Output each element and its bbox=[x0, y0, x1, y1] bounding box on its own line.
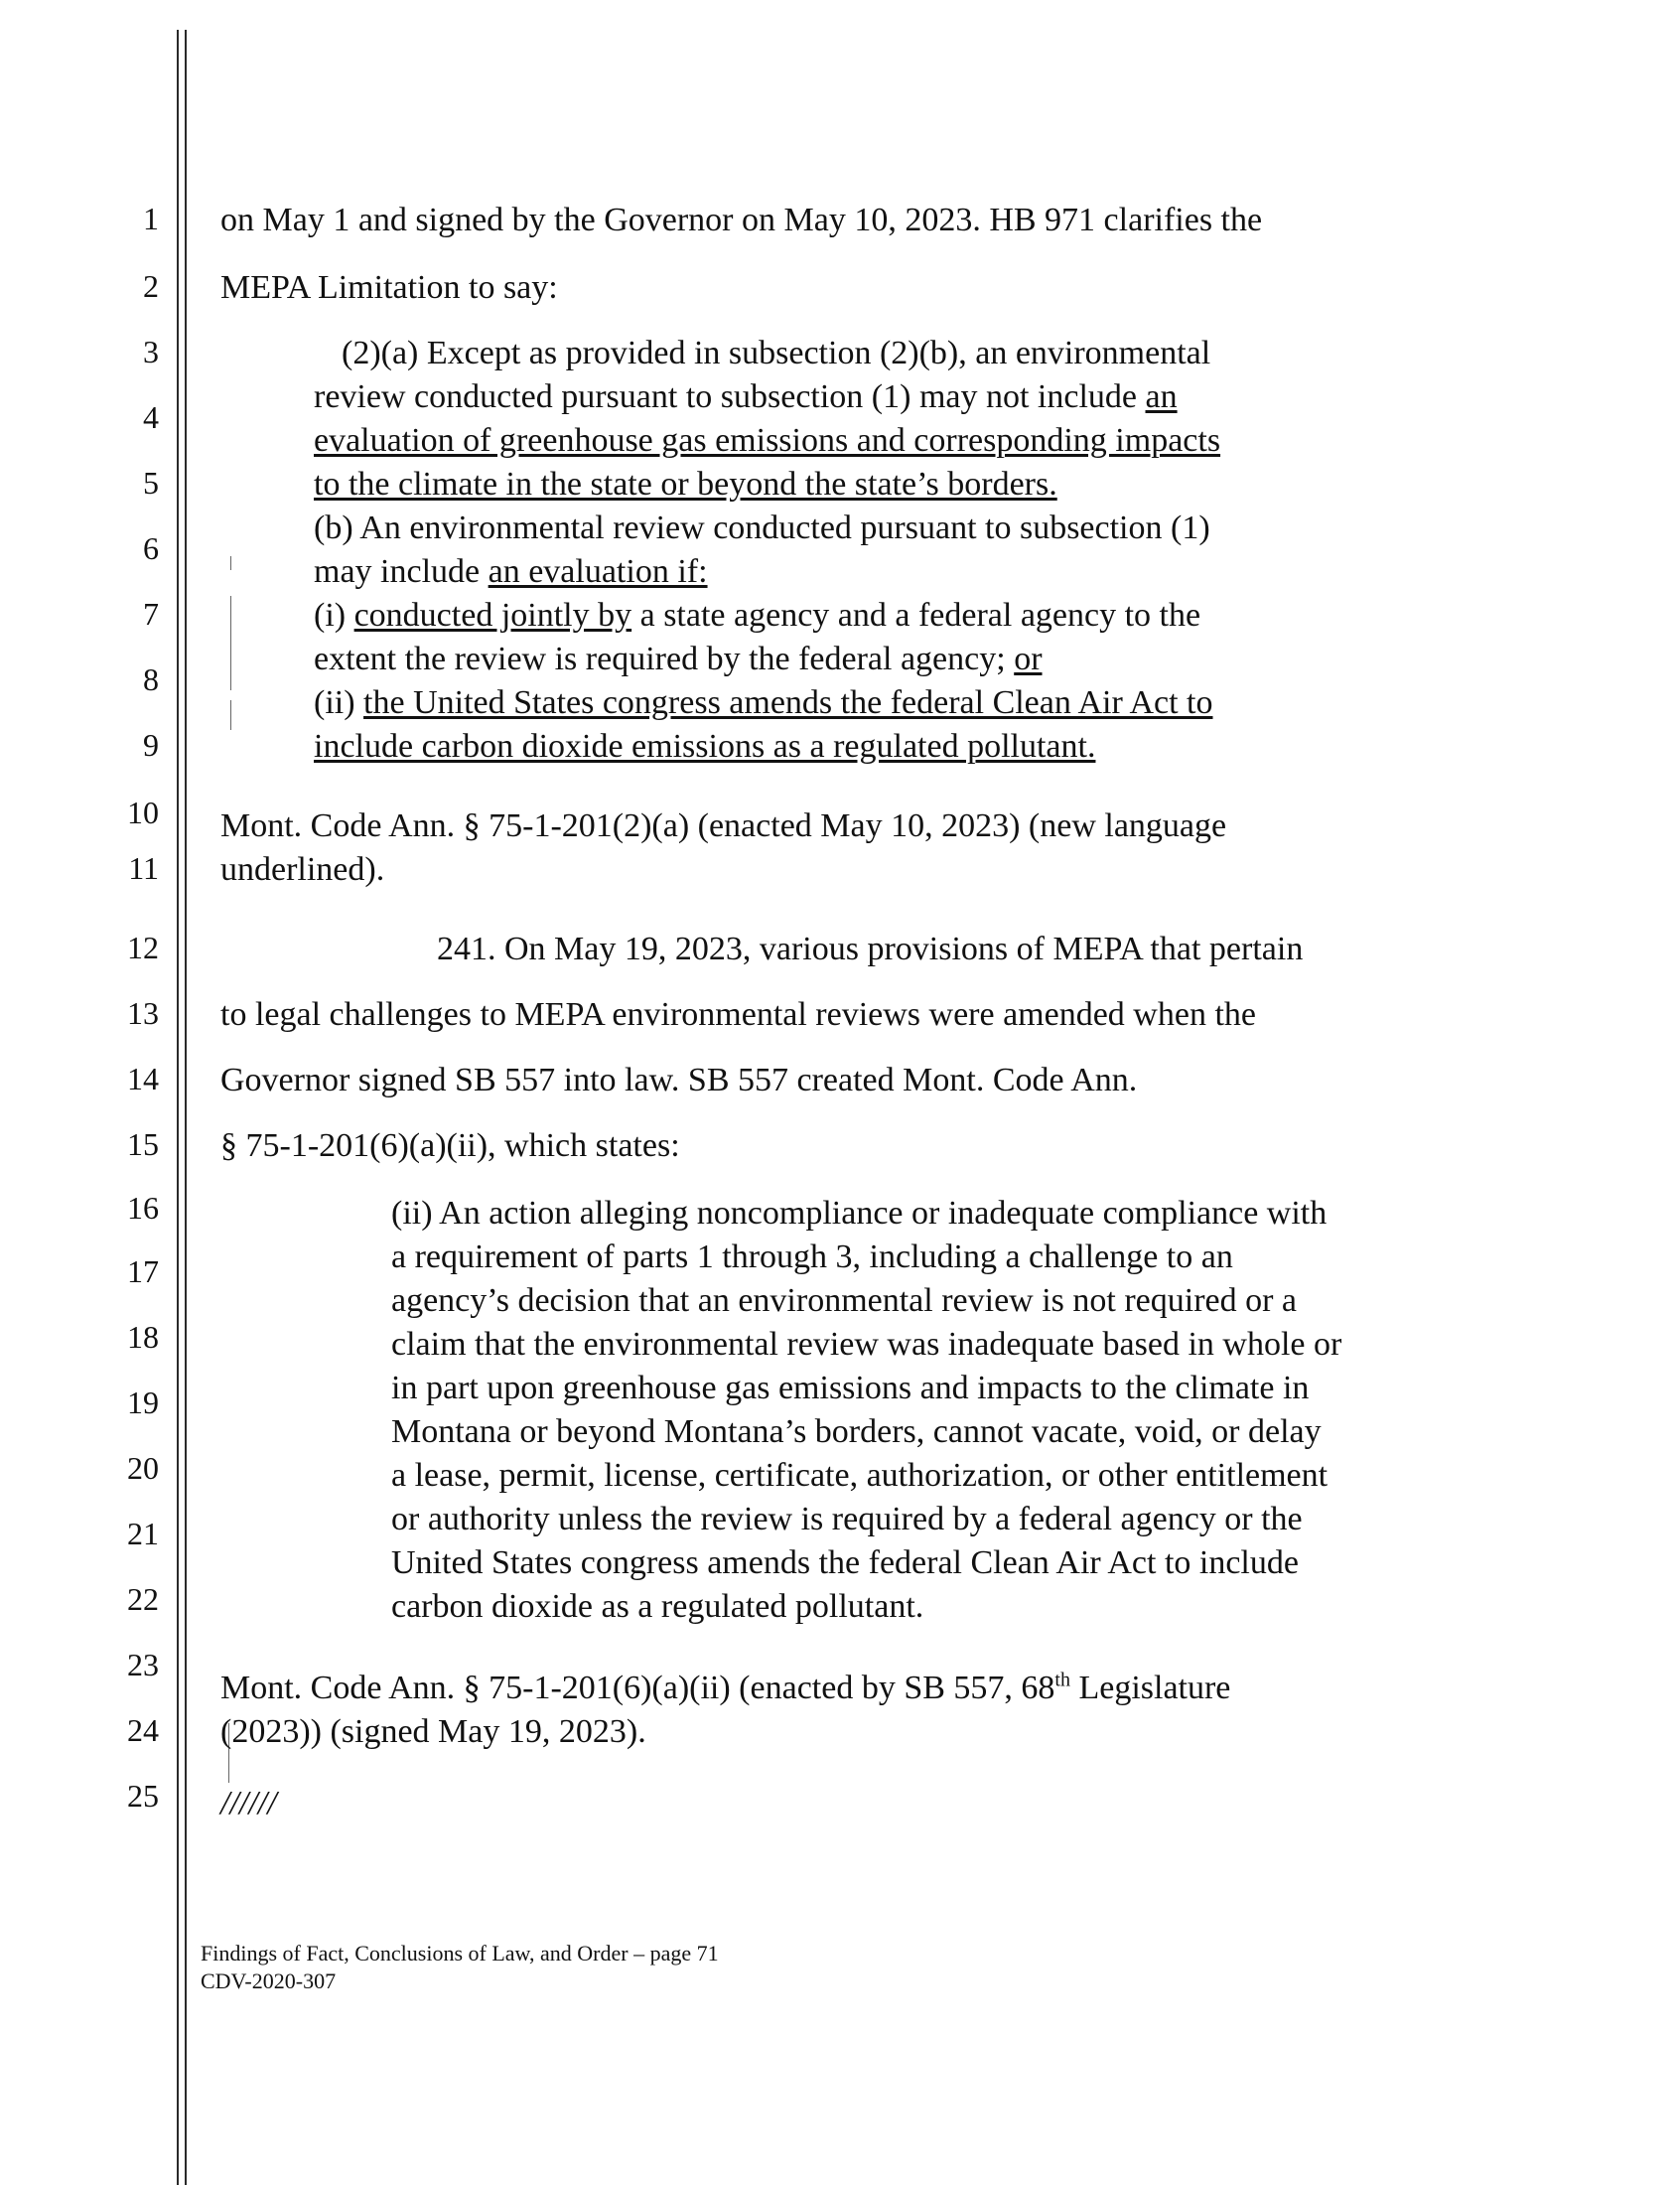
margin-mark bbox=[230, 556, 231, 570]
quote1-text: extent the review is required by the federal agency; bbox=[314, 641, 1015, 677]
citation-1-line-1: Mont. Code Ann. § 75-1-201(2)(a) (enacted May 10, 2023) (new language bbox=[220, 807, 1227, 844]
quote2-line: carbon dioxide as a regulated pollutant. bbox=[391, 1588, 924, 1625]
line-number: 11 bbox=[128, 850, 159, 886]
quote2-line: a requirement of parts 1 through 3, including a challenge to an bbox=[391, 1238, 1233, 1275]
line-number: 21 bbox=[127, 1516, 159, 1551]
left-margin-rule-2 bbox=[185, 30, 187, 2185]
quote1-text: may include bbox=[314, 553, 489, 590]
footer-case-number: CDV-2020-307 bbox=[201, 1968, 337, 1993]
line-number: 16 bbox=[127, 1190, 159, 1226]
line-number: 9 bbox=[143, 727, 159, 763]
quote1-line bbox=[314, 683, 1212, 723]
quote1-underlined: or bbox=[1014, 641, 1043, 677]
citation-2-text: Mont. Code Ann. § 75-1-201(6)(a)(ii) (enacted by SB 557, 68 bbox=[220, 1670, 1055, 1706]
line-number: 19 bbox=[127, 1384, 159, 1420]
line-number: 2 bbox=[143, 268, 159, 304]
quote2-line: Montana or beyond Montana’s borders, cannot vacate, void, or delay bbox=[391, 1413, 1322, 1450]
body-line-1: on May 1 and signed by the Governor on May 10, 2023. HB 971 clarifies the bbox=[220, 202, 1263, 238]
line-number: 15 bbox=[127, 1126, 159, 1162]
quote1-underlined: evaluation of greenhouse gas emissions and corresponding impacts bbox=[314, 422, 1221, 459]
quote1-line bbox=[314, 640, 1043, 679]
footer-title: Findings of Fact, Conclusions of Law, and Order – page 71 bbox=[201, 1941, 719, 1966]
line-number: 1 bbox=[143, 201, 159, 236]
line-number: 17 bbox=[127, 1253, 159, 1289]
citation-2-line-1 bbox=[220, 1669, 1230, 1708]
line-number: 6 bbox=[143, 530, 159, 566]
quote1-line bbox=[314, 465, 1057, 505]
section-slashes: ////// bbox=[220, 1785, 277, 1821]
quote2-line: in part upon greenhouse gas emissions and impacts to the climate in bbox=[391, 1370, 1310, 1406]
quote2-line: United States congress amends the federal Clean Air Act to include bbox=[391, 1544, 1299, 1581]
line-number: 10 bbox=[127, 795, 159, 830]
line-number: 7 bbox=[143, 596, 159, 632]
quote1-line bbox=[314, 596, 1200, 636]
paragraph-241-line-2: to legal challenges to MEPA environmental reviews were amended when the bbox=[220, 996, 1256, 1033]
quote2-line: claim that the environmental review was inadequate based in whole or bbox=[391, 1326, 1342, 1363]
line-number: 25 bbox=[127, 1778, 159, 1814]
citation-1-line-2: underlined). bbox=[220, 851, 385, 888]
quote1-underlined: conducted jointly by bbox=[353, 597, 632, 634]
citation-2-text: Legislature bbox=[1069, 1670, 1231, 1706]
line-number: 3 bbox=[143, 334, 159, 369]
line-number: 12 bbox=[127, 930, 159, 965]
quote1-line bbox=[314, 377, 1178, 417]
quote2-line: (ii) An action alleging noncompliance or inadequate compliance with bbox=[391, 1195, 1328, 1232]
quote2-line: agency’s decision that an environmental review is not required or a bbox=[391, 1282, 1298, 1319]
quote1-line bbox=[314, 421, 1220, 461]
line-number: 13 bbox=[127, 995, 159, 1031]
quote1-underlined: an evaluation if: bbox=[488, 553, 708, 590]
line-number: 4 bbox=[143, 399, 159, 435]
quote1-line bbox=[314, 727, 1095, 767]
citation-2-line-2: (2023)) (signed May 19, 2023). bbox=[220, 1713, 646, 1750]
margin-mark bbox=[230, 596, 231, 690]
quote1-line bbox=[314, 552, 708, 592]
line-number: 24 bbox=[127, 1712, 159, 1748]
paragraph-241-line-3: Governor signed SB 557 into law. SB 557 created Mont. Code Ann. bbox=[220, 1062, 1138, 1098]
paragraph-241-line-4: § 75-1-201(6)(a)(ii), which states: bbox=[220, 1127, 680, 1164]
line-number: 5 bbox=[143, 465, 159, 501]
line-number: 23 bbox=[127, 1647, 159, 1682]
quote1-text: (i) bbox=[314, 597, 354, 634]
quote1-underlined: the United States congress amends the federal Clean Air Act to bbox=[363, 684, 1213, 721]
quote1-text: (ii) bbox=[314, 684, 364, 721]
margin-mark bbox=[230, 700, 231, 730]
line-number: 22 bbox=[127, 1581, 159, 1617]
quote1-line: (b) An environmental review conducted pursuant to subsection (1) bbox=[314, 510, 1210, 546]
quote1-underlined: include carbon dioxide emissions as a regulated pollutant. bbox=[314, 728, 1096, 765]
left-margin-rule-1 bbox=[177, 30, 179, 2185]
quote1-text: a state agency and a federal agency to the bbox=[631, 597, 1201, 634]
body-line-2: MEPA Limitation to say: bbox=[220, 269, 558, 306]
superscript: th bbox=[1054, 1669, 1070, 1691]
quote1-text: review conducted pursuant to subsection (1) may not include bbox=[314, 378, 1146, 415]
paragraph-241-line-1: 241. On May 19, 2023, various provisions of MEPA that pertain bbox=[437, 931, 1304, 967]
quote2-line: or authority unless the review is required by a federal agency or the bbox=[391, 1501, 1303, 1537]
line-number: 14 bbox=[127, 1061, 159, 1096]
quote1-line: (2)(a) Except as provided in subsection (2)(b), an environmental bbox=[342, 335, 1211, 371]
line-number: 20 bbox=[127, 1450, 159, 1486]
quote1-underlined: an bbox=[1145, 378, 1178, 415]
line-number: 18 bbox=[127, 1319, 159, 1355]
quote1-underlined: to the climate in the state or beyond the state’s borders. bbox=[314, 466, 1057, 503]
quote2-line: a lease, permit, license, certificate, authorization, or other entitlement bbox=[391, 1457, 1329, 1494]
line-number: 8 bbox=[143, 661, 159, 697]
